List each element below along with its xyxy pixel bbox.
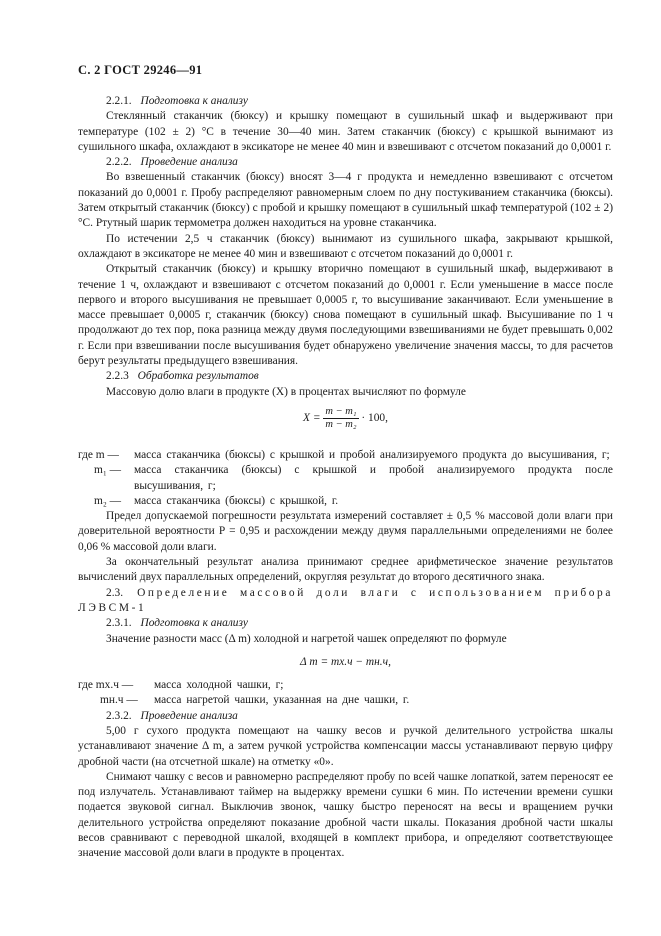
section-heading-2-2-2 [78,155,613,170]
section-title: Проведение анализа [140,709,238,722]
paragraph: Снимают чашку с весов и равномерно распределяют пробу по всей чашке лопаткой, затем переносят ее под излучатель. Устанавливают таймер на выдержку времени сушки 6 мин. По истечении времени сушки подается звуковой сигнал. Выключив звонок, чашку быстро переносят на весы и вращением ручки делительного устройства определяют показание дробной части шкалы. Показания дробной части шкалы весов сравнивают с переводной шкалой, входящей в комплект прибора, и определяют соответствующее значение массовой доли влаги в продукте в процентах. [78,770,613,860]
section-heading-2-3-2 [78,709,613,724]
formula-mass-difference: Δ m = mх.ч − mн.ч, [300,655,391,668]
section-heading-2-2-3 [78,369,613,384]
section-number: 2.3.1. [106,617,132,630]
variable-description: масса холодной чашки, г; [154,679,284,692]
paragraph: 5,00 г сухого продукта помещают на чашку весов и ручкой делительного устройства шкалы устанавливают значение Δ m, а затем ручкой устройства компенсации массы устанавливают первую цифру дробной части (на отсчетной шкале) на отметку «0». [78,724,613,768]
section-title: Подготовка к анализу [140,617,248,630]
variable-definitions-2 [78,678,613,709]
variable-symbol: m₂ — [94,494,122,507]
variable-description: масса нагретой чашки, указанная на дне чашки, г. [154,694,410,707]
variable-symbol: m₁ — [94,464,122,477]
formula-fraction [323,406,358,431]
section-number: 2.2.1. [106,95,132,107]
page-header: С. 2 ГОСТ 29246—91 [78,63,203,77]
variable-definitions [78,448,613,509]
section-title: Проведение анализа [140,156,238,169]
section-number: 2.3.2. [106,709,132,722]
paragraph: Массовую долю влаги в продукте (X) в процентах вычисляют по формуле [106,385,466,398]
variable-description: масса стаканчика (бюксы) с крышкой и пробой анализируемого продукта до высушивания, г; [134,448,610,461]
variable-symbol: mн.ч — [100,694,138,707]
section-number: 2.2.3 [106,370,129,383]
section-number: 2.3. [106,586,124,599]
formula-rhs: · 100, [361,412,388,425]
formula-lhs: X = [303,412,321,425]
paragraph: Стеклянный стаканчик (бюксу) и крышку помещают в сушильный шкаф и выдерживают при температуре (102 ± 2) °С в течение 30—40 мин. Затем стаканчик (бюксу) с крышкой вынимают из сушильного шкафа, охлаждают в эксикаторе не менее 40 мин и взвешивают с отсчетом показаний до 0,0001 г. [78,110,613,153]
section-title: Обработка результатов [137,370,259,383]
document-body [78,94,613,862]
formula-denominator: m − m₂ [325,418,357,430]
section-title: Определение массовой доли влаги с использованием прибора ЛЭВСМ-1 [78,586,613,614]
section-title: Подготовка к анализу [140,95,248,107]
section-heading-2-3 [78,586,613,617]
paragraph: За окончательный результат анализа принимают среднее арифметическое значение результатов вычислений двух параллельных определений, округляя результат до второго десятичного знака. [78,556,613,584]
paragraph: Открытый стаканчик (бюксу) и крышку вторично помещают в сушильный шкаф, выдерживают в течение 1 ч, охлаждают и взвешивают с отсчетом показаний до 0,0001 г. Если уменьшение в массе после первого и второго высушивания не превышает 0,0005 г, то высушивание заканчивают. Если уменьшение в массе превышает 0,0005 г, стаканчик (бюксу) снова помещают в сушильный шкаф. Высушивание по 1 ч продолжают до тех пор, пока разница между двумя последующими взвешиваниями не будет превышать 0,002 г. Если при взвешивании после высушивания будет обнаружено увеличение значения массы, то для расчетов берут результаты предыдущего взвешивания. [78,263,613,368]
variable-symbol: где m — [78,448,119,461]
paragraph: Значение разности масс (Δ m) холодной и нагретой чашек определяют по формуле [106,632,507,645]
section-heading-2-3-1 [78,616,613,631]
formula-numerator: m − m₁ [325,405,357,417]
paragraph: Предел допускаемой погрешности результата измерений составляет ± 0,5 % массовой доли влаги при доверительной вероятности P = 0,95 и расхождении между двумя параллельными определениями не более 0,06 % массовой доли влаги. [78,510,613,553]
paragraph: По истечении 2,5 ч стаканчик (бюксу) вынимают из сушильного шкафа, закрывают крышкой, охлаждают в эксикаторе не менее 40 мин и взвешивают с отсчетом показаний до 0,0001 г. [78,232,613,260]
variable-symbol: где mх.ч — [78,679,134,692]
formula-moisture [78,406,613,440]
paragraph: Во взвешенный стаканчик (бюксу) вносят 3—4 г продукта и немедленно взвешивают с отсчетом показаний до 0,0001 г. Пробу распределяют равномерным слоем по дну постукиванием стаканчика (бюксы). Затем открытый стаканчик (бюксу) с пробой и крышку помещают в сушильный шкаф температурой (102 ± 2) °С. Ртутный шарик термометра должен находиться на уровне стаканчика. [78,171,613,230]
variable-description: масса стаканчика (бюксы) с крышкой и пробой анализируемого продукта после высушивания, г; [134,464,613,492]
variable-description: масса стаканчика (бюксы) с крышкой, г. [134,494,339,507]
section-heading-2-2-1 [78,94,613,109]
section-number: 2.2.2. [106,156,132,169]
